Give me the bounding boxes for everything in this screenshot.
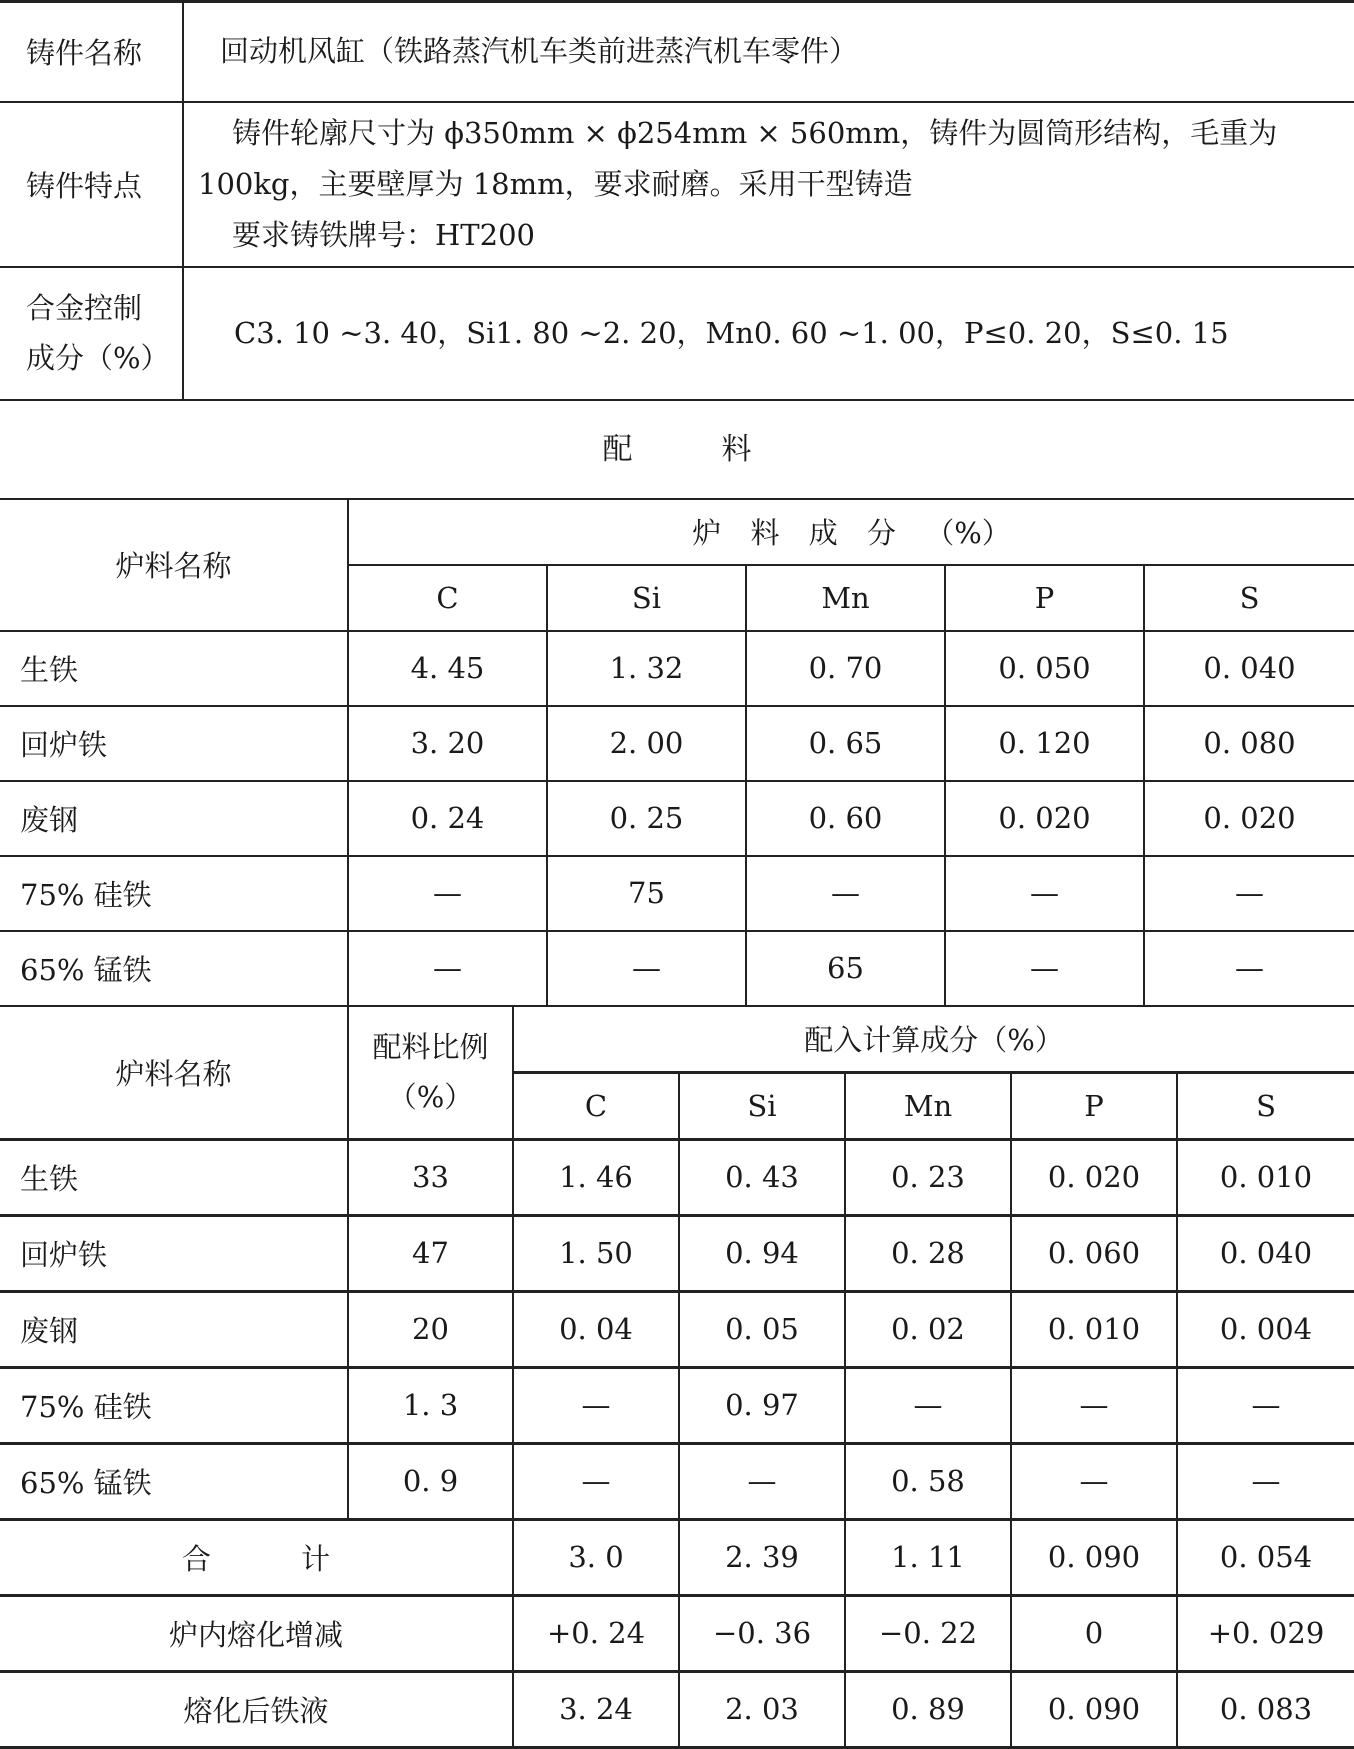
label-line: 合金控制	[26, 291, 143, 325]
table-row	[0, 706, 1354, 781]
group-header-char: 成	[808, 516, 838, 550]
cell: —	[1177, 1367, 1354, 1443]
column-header: Mn	[746, 565, 945, 631]
cell: 0. 58	[845, 1443, 1011, 1519]
ratio-cell: 33	[348, 1139, 513, 1215]
cell: —	[547, 931, 746, 1006]
cell: 2. 03	[679, 1671, 845, 1747]
cell: 0. 60	[746, 781, 945, 856]
cell: —	[1011, 1367, 1177, 1443]
cell: —	[513, 1443, 679, 1519]
table-row	[0, 631, 1354, 706]
ratio-cell: 20	[348, 1291, 513, 1367]
summary-row-total	[0, 1519, 1354, 1595]
label-line: 成分（%）	[26, 341, 170, 375]
cell: 1. 46	[513, 1139, 679, 1215]
table-row	[0, 1367, 1354, 1443]
cell: 0. 050	[945, 631, 1144, 706]
cell: 0. 04	[513, 1291, 679, 1367]
group-header-char: 料	[750, 516, 780, 550]
calc-name-header: 炉料名称	[0, 1006, 348, 1140]
summary-row-melt	[0, 1671, 1354, 1747]
cell: 0. 28	[845, 1215, 1011, 1291]
row-name: 生铁	[0, 631, 348, 706]
cell: —	[845, 1367, 1011, 1443]
summary-label-part: 合	[181, 1541, 211, 1576]
cell: 0. 010	[1177, 1139, 1354, 1215]
table-row	[0, 1215, 1354, 1291]
cell: 0	[1011, 1595, 1177, 1671]
cell: 0. 080	[1144, 706, 1354, 781]
table-row	[0, 781, 1354, 856]
table-row	[0, 1443, 1354, 1519]
info-row-composition	[0, 267, 1354, 400]
column-header: P	[945, 565, 1144, 631]
column-header: C	[348, 565, 547, 631]
info-value: C3. 10 ~3. 40，Si1. 80 ~2. 20，Mn0. 60 ~1. 00，P≤0. 20，S≤0. 15	[183, 267, 1354, 400]
cell: 3. 0	[513, 1519, 679, 1595]
info-row-features	[0, 102, 1354, 267]
summary-label: 熔化后铁液	[0, 1671, 513, 1747]
cell: 0. 083	[1177, 1671, 1354, 1747]
cell: 1. 11	[845, 1519, 1011, 1595]
info-value	[183, 102, 1354, 267]
charge-name-header: 炉料名称	[0, 499, 348, 631]
row-name: 75% 硅铁	[0, 856, 348, 931]
cell: 0. 040	[1144, 631, 1354, 706]
cell: —	[945, 931, 1144, 1006]
info-label	[0, 267, 183, 400]
cell: —	[1011, 1443, 1177, 1519]
ratio-header	[348, 1006, 513, 1140]
cell: 0. 120	[945, 706, 1144, 781]
column-header: P	[1011, 1072, 1177, 1139]
column-header: C	[513, 1072, 679, 1139]
charge-header-row-1	[0, 499, 1354, 565]
cell: +0. 24	[513, 1595, 679, 1671]
cell: —	[1177, 1443, 1354, 1519]
row-name: 废钢	[0, 1291, 348, 1367]
cell: 1. 50	[513, 1215, 679, 1291]
info-label: 铸件特点	[0, 102, 183, 267]
cell: −0. 36	[679, 1595, 845, 1671]
charge-group-header	[348, 499, 1354, 565]
column-header: S	[1177, 1072, 1354, 1139]
group-header-char: 分	[866, 516, 896, 550]
cell: 0. 05	[679, 1291, 845, 1367]
cell: 0. 004	[1177, 1291, 1354, 1367]
cell: −0. 22	[845, 1595, 1011, 1671]
cell: 65	[746, 931, 945, 1006]
cell: —	[348, 856, 547, 931]
info-label: 铸件名称	[0, 2, 183, 102]
ratio-cell: 0. 9	[348, 1443, 513, 1519]
table-row	[0, 1139, 1354, 1215]
cell: 0. 89	[845, 1671, 1011, 1747]
cell: 0. 090	[1011, 1519, 1177, 1595]
summary-row-change	[0, 1595, 1354, 1671]
cell: —	[746, 856, 945, 931]
cell: +0. 029	[1177, 1595, 1354, 1671]
cell: —	[348, 931, 547, 1006]
cell: 0. 97	[679, 1367, 845, 1443]
row-name: 生铁	[0, 1139, 348, 1215]
row-name: 75% 硅铁	[0, 1367, 348, 1443]
section-title-right: 料	[721, 431, 752, 467]
table-row	[0, 931, 1354, 1006]
cell: 0. 24	[348, 781, 547, 856]
cell: 0. 94	[679, 1215, 845, 1291]
ratio-header-line: （%）	[387, 1080, 474, 1114]
row-name: 65% 锰铁	[0, 1443, 348, 1519]
row-name: 废钢	[0, 781, 348, 856]
cell: —	[1144, 856, 1354, 931]
cell: 3. 24	[513, 1671, 679, 1747]
group-header-char: （%）	[925, 516, 1011, 550]
feature-line: 100kg，主要壁厚为 18mm，要求耐磨。采用干型铸造	[198, 166, 913, 201]
table-row	[0, 1291, 1354, 1367]
calculated-composition-table	[0, 1005, 1354, 1749]
section-title-left: 配	[602, 431, 633, 467]
ratio-header-line: 配料比例	[372, 1030, 489, 1064]
row-name: 回炉铁	[0, 706, 348, 781]
summary-label-part: 计	[301, 1541, 331, 1576]
info-value: 回动机风缸（铁路蒸汽机车类前进蒸汽机车零件）	[183, 2, 1354, 102]
cell: —	[1144, 931, 1354, 1006]
cell: 75	[547, 856, 746, 931]
group-header-char: 炉	[692, 516, 722, 550]
ratio-cell: 47	[348, 1215, 513, 1291]
cell: 1. 32	[547, 631, 746, 706]
column-header: S	[1144, 565, 1354, 631]
column-header: Si	[679, 1072, 845, 1139]
cell: 0. 65	[746, 706, 945, 781]
feature-line: 要求铸铁牌号：HT200	[232, 217, 535, 252]
cell: 2. 00	[547, 706, 746, 781]
calc-group-header: 配入计算成分（%）	[513, 1006, 1354, 1073]
summary-label: 炉内熔化增减	[0, 1595, 513, 1671]
charge-composition-table	[0, 498, 1354, 1007]
cell: —	[679, 1443, 845, 1519]
cell: 0. 02	[845, 1291, 1011, 1367]
cell: 0. 060	[1011, 1215, 1177, 1291]
cell: 0. 040	[1177, 1215, 1354, 1291]
info-row-name	[0, 2, 1354, 102]
cell: —	[945, 856, 1144, 931]
cell: 0. 090	[1011, 1671, 1177, 1747]
casting-info-table	[0, 0, 1354, 401]
column-header: Si	[547, 565, 746, 631]
cell: 0. 23	[845, 1139, 1011, 1215]
row-name: 65% 锰铁	[0, 931, 348, 1006]
cell: 0. 054	[1177, 1519, 1354, 1595]
summary-label	[0, 1519, 513, 1595]
ratio-cell: 1. 3	[348, 1367, 513, 1443]
cell: 2. 39	[679, 1519, 845, 1595]
cell: 0. 020	[945, 781, 1144, 856]
calc-header-row-1	[0, 1006, 1354, 1073]
cell: 3. 20	[348, 706, 547, 781]
cell: 0. 43	[679, 1139, 845, 1215]
cell: 0. 020	[1144, 781, 1354, 856]
cell: 0. 25	[547, 781, 746, 856]
column-header: Mn	[845, 1072, 1011, 1139]
cell: 0. 010	[1011, 1291, 1177, 1367]
cell: 0. 70	[746, 631, 945, 706]
table-row	[0, 856, 1354, 931]
cell: 0. 020	[1011, 1139, 1177, 1215]
row-name: 回炉铁	[0, 1215, 348, 1291]
feature-line: 铸件轮廓尺寸为 ϕ350mm × ϕ254mm × 560mm，铸件为圆筒形结构，毛重为	[232, 115, 1278, 150]
cell: —	[513, 1367, 679, 1443]
cell: 4. 45	[348, 631, 547, 706]
section-title	[0, 401, 1354, 498]
